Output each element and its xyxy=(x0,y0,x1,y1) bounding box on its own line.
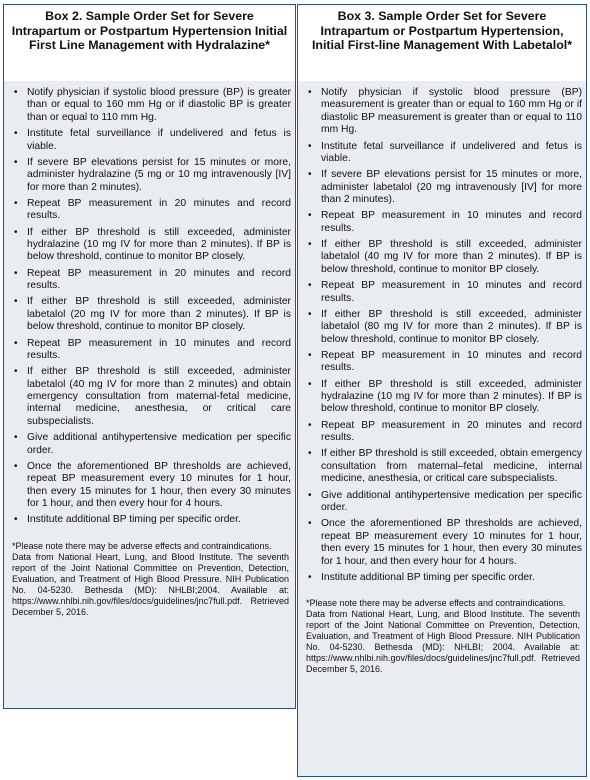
order-item xyxy=(307,518,582,568)
bullet-icon: • xyxy=(308,140,312,152)
bullet-icon: • xyxy=(14,197,18,209)
order-item xyxy=(307,490,582,515)
order-item-text: Repeat BP measurement in 10 minutes and record results. xyxy=(321,280,582,304)
order-item xyxy=(13,157,291,194)
order-item-text: If either BP threshold is still exceeded, administer hydralazine (10 mg IV for more than 2 minutes). If BP is below threshold, continue to monitor BP closely. xyxy=(27,226,291,263)
box-3-title: Box 3. Sample Order Set for Severe Intrapartum or Postpartum Hypertension, Initial First-line Management With Labetalol* xyxy=(311,9,573,52)
order-item xyxy=(307,210,582,235)
order-item-text: Once the aforementioned BP thresholds are achieved, repeat BP measurement every 10 minutes for 1 hour, then every 15 minutes for 1 hour, then every 30 minutes for 1 hour, and then every hour for 4 hours. xyxy=(27,460,291,510)
order-item-text: Notify physician if systolic blood pressure (BP) measurement is greater than or equal to 160 mm Hg or if diastolic BP measurement is greater than or equal to 110 mm Hg. xyxy=(321,87,582,136)
box-2-notes xyxy=(4,531,295,618)
box-3 xyxy=(297,4,587,777)
order-item-text: If severe BP elevations persist for 15 minutes or more, administer hydralazine (5 mg or 10 mg intravenously [IV] for more than 2 minutes). xyxy=(27,156,291,193)
bullet-icon: • xyxy=(308,419,312,431)
order-item xyxy=(13,366,291,428)
order-item-text: Institute fetal surveillance if undelivered and fetus is viable. xyxy=(27,128,291,152)
order-item xyxy=(13,461,291,511)
box-2-source: Data from National Heart, Lung, and Blood Institute. The seventh report of the Joint National Committee on Prevention, Detection, Evaluation, and Treatment of High Blood Pressure. NIH Publication No. 04-5230. Bethesda (MD): NHLBI;2004. Available at: https://www.nhlbi.nih.gov/files/docs/guidelines/jnc7full.pdf. Retrieved December 5, 2016. xyxy=(12,551,289,617)
order-item xyxy=(307,141,582,166)
order-item-text: If either BP threshold is still exceeded, administer labetalol (40 mg IV for more than 2 minutes). If BP is below threshold, continue to monitor BP closely. xyxy=(321,239,582,275)
bullet-icon: • xyxy=(308,280,312,292)
box-3-footnote: *Please note there may be adverse effects and contraindications. xyxy=(306,598,566,609)
bullet-icon: • xyxy=(14,432,18,444)
bullet-icon: • xyxy=(14,87,18,98)
box-2-order-list xyxy=(4,81,295,527)
bullet-icon: • xyxy=(14,156,18,168)
bullet-icon: • xyxy=(308,87,312,98)
order-item-text: Repeat BP measurement in 20 minutes and record results. xyxy=(27,267,291,292)
order-item xyxy=(307,309,582,346)
order-item-text: Institute additional BP timing per specific order. xyxy=(27,514,241,526)
order-item-text: If severe BP elevations persist for 15 minutes or more, administer labetalol (20 mg intravenously [IV] for more than 2 minutes). xyxy=(321,169,582,206)
bullet-icon: • xyxy=(14,514,18,526)
order-item xyxy=(13,87,291,124)
order-item-text: Repeat BP measurement in 20 minutes and record results. xyxy=(321,419,582,444)
order-item-text: Repeat BP measurement in 10 minutes and record results. xyxy=(321,210,582,234)
order-item xyxy=(13,338,291,363)
order-item xyxy=(307,350,582,375)
order-item-text: If either BP threshold is still exceeded, administer labetalol (20 mg IV for more than 2 minutes). If BP is below threshold, continue to monitor BP closely. xyxy=(27,296,291,333)
bullet-icon: • xyxy=(308,239,312,251)
bullet-icon: • xyxy=(14,296,18,308)
order-item xyxy=(13,432,291,457)
order-item-text: If either BP threshold is still exceeded, administer labetalol (80 mg IV for more than 2 minutes). If BP is below threshold, continue to monitor BP closely. xyxy=(321,308,582,345)
bullet-icon: • xyxy=(14,460,18,472)
order-item xyxy=(13,268,291,293)
order-item-text: If either BP threshold is still exceeded, administer hydralazine (10 mg IV for more than 2 minutes). If BP is below threshold, continue to monitor BP closely. xyxy=(321,378,582,415)
box-3-body xyxy=(298,81,586,776)
order-item-text: Repeat BP measurement in 10 minutes and record results. xyxy=(321,349,582,374)
bullet-icon: • xyxy=(14,366,18,378)
bullet-icon: • xyxy=(308,571,312,583)
bullet-icon: • xyxy=(308,349,312,361)
order-item-text: If either BP threshold is still exceeded, obtain emergency consultation from maternal–fetal medicine, internal medicine, anesthesia, or critical care subspecialists. xyxy=(321,448,582,485)
order-item xyxy=(13,514,291,526)
order-item xyxy=(13,296,291,333)
order-item-text: Once the aforementioned BP thresholds are achieved, repeat BP measurement every 10 minutes for 1 hour, then every 15 minutes for 1 hour, then every 30 minutes for 1 hour, and then every hour for 4 hours. xyxy=(321,518,582,567)
box-3-notes xyxy=(298,588,586,675)
order-item xyxy=(13,227,291,264)
order-item xyxy=(307,280,582,305)
order-item-text: Give additional antihypertensive medication per specific order. xyxy=(321,489,582,513)
order-item-text: If either BP threshold is still exceeded, administer labetalol (40 mg IV for more than 2 minutes) and obtain emergency consultation from maternal-fetal medicine, internal medicine, anesthesia, or critical care subspecialists. xyxy=(27,366,291,427)
order-item xyxy=(307,379,582,416)
order-item-text: Repeat BP measurement in 10 minutes and record results. xyxy=(27,337,291,361)
order-item xyxy=(307,169,582,206)
box-3-order-list xyxy=(298,81,586,584)
order-item xyxy=(307,448,582,485)
order-item xyxy=(13,128,291,153)
order-item xyxy=(307,420,582,445)
bullet-icon: • xyxy=(14,267,18,279)
order-item xyxy=(13,198,291,223)
box-2-title: Box 2. Sample Order Set for Severe Intrapartum or Postpartum Hypertension Initial First Line Management with Hydralazine* xyxy=(11,9,288,52)
box-2 xyxy=(3,4,296,709)
bullet-icon: • xyxy=(14,128,18,140)
order-item xyxy=(307,239,582,276)
box-2-body xyxy=(4,81,295,708)
bullet-icon: • xyxy=(308,489,312,501)
bullet-icon: • xyxy=(308,378,312,390)
order-item-text: Repeat BP measurement in 20 minutes and record results. xyxy=(27,197,291,222)
bullet-icon: • xyxy=(308,210,312,222)
order-item-text: Give additional antihypertensive medication per specific order. xyxy=(27,432,291,456)
bullet-icon: • xyxy=(308,518,312,530)
box-3-source: Data from National Heart, Lung, and Blood Institute. The seventh report of the Joint National Committee on Prevention, Detection, Evaluation, and Treatment of High Blood Pressure. NIH Publication No. 04-5230. Bethesda (MD): NHLBI; 2004. Available at: https://www.nhlbi.nih.gov/files/docs/guidelines/jnc7full.pdf. Retrieved December 5, 2016. xyxy=(306,609,580,675)
box-2-footnote: *Please note there may be adverse effects and contraindications. xyxy=(12,540,272,551)
bullet-icon: • xyxy=(308,169,312,181)
bullet-icon: • xyxy=(14,337,18,349)
order-item xyxy=(307,572,582,584)
bullet-icon: • xyxy=(14,226,18,238)
order-item-text: Institute fetal surveillance if undelivered and fetus is viable. xyxy=(321,140,582,164)
order-item-text: Institute additional BP timing per specific order. xyxy=(321,571,535,583)
bullet-icon: • xyxy=(308,308,312,320)
order-item xyxy=(307,87,582,137)
order-item-text: Notify physician if systolic blood pressure (BP) is greater than or equal to 160 mm Hg or if diastolic BP is greater than or equal to 110 mm Hg. xyxy=(27,87,291,123)
bullet-icon: • xyxy=(308,448,312,460)
